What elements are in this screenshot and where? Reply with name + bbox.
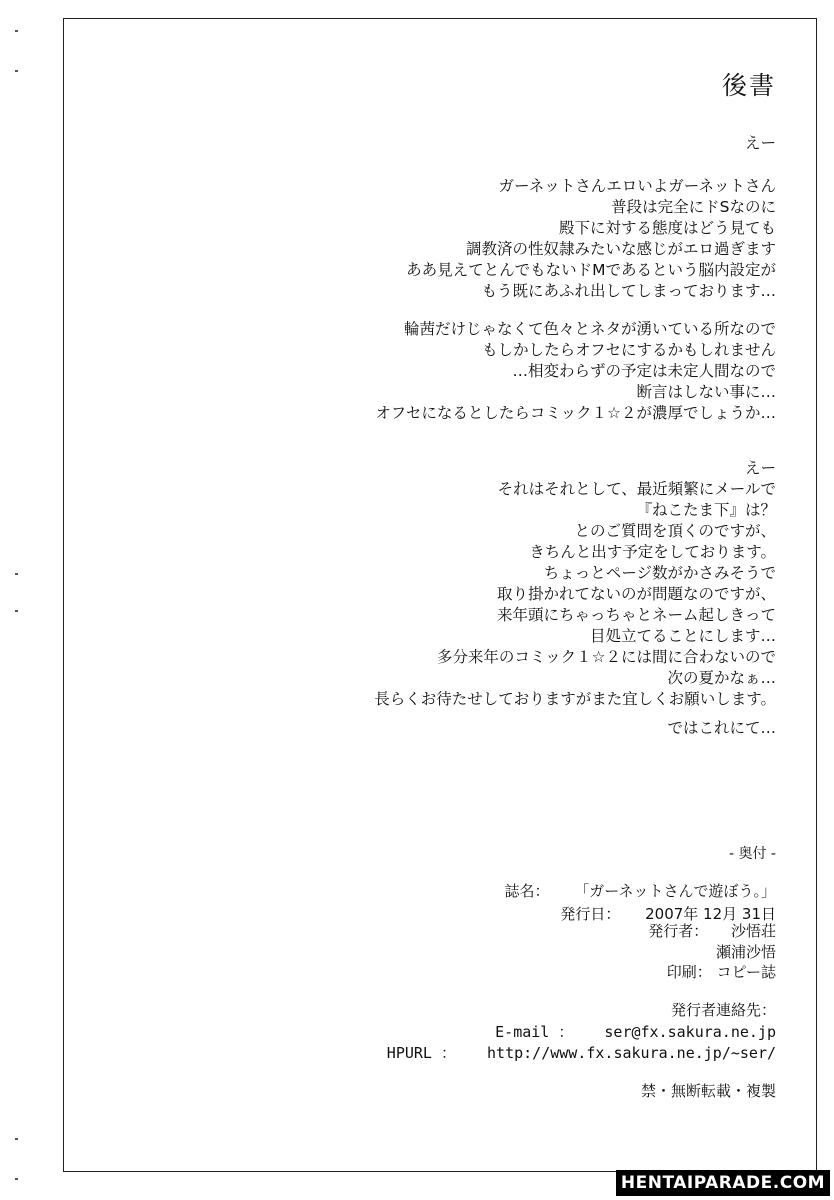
colophon-print-row [667,961,776,982]
colophon-title-row [504,880,776,901]
text-line: 『ねこたま下』は？ [636,501,776,519]
text-line: 多分来年のコミック１☆２には間に合わないので [436,648,776,666]
page-title: 後書 [721,71,776,100]
text-line: もう既にあふれ出してしまっております… [481,282,776,300]
colophon-author: 瀬浦沙悟 [715,943,776,961]
colophon-email-row [495,1021,776,1042]
text-line: 調教済の性奴隷みたいな感じがエロ過ぎます [465,240,776,258]
text-line: とのご質問を頂くのですが、 [574,522,776,540]
site-watermark: HENTAIPARADE.COM [616,1170,830,1196]
scan-speck [15,1138,18,1140]
colophon-publisher-value: 沙悟荘 [730,922,776,940]
text-line: 目処立てることにします… [589,627,776,645]
colophon-contact-heading: 発行者連絡先： [670,1001,776,1019]
colophon-date-label: 発行日： [560,905,621,923]
text-line: 来年頭にちゃっちゃとネーム起しきって [496,606,776,624]
scan-speck [15,70,18,72]
text-line: ガーネットさんエロいよガーネットさん [498,177,776,195]
colophon-title-value: 「ガーネットさんで遊ぼう。」 [574,882,776,900]
text-line: もしかしたらオフセにするかもしれません [482,341,776,359]
scan-speck [15,1178,18,1180]
text-line: 取り掛かれてないのが問題なのですが、 [496,585,776,603]
text-line: えー [744,459,776,477]
colophon-date-value: 2007年 12月 31日 [645,905,776,923]
paragraph-garnet [406,176,776,302]
text-line: 次の夏かなぁ… [667,669,776,687]
text-line: 殿下に対する態度はどう見ても [558,219,776,237]
colophon-heading: - 奥付 - [728,846,776,862]
paragraph-nekotama [374,458,776,710]
paragraph-offset [376,319,776,424]
text-line: 普段は完全にドSなのに [611,198,776,216]
text-line: 輪茜だけじゃなくて色々とネタが湧いている所なので [403,320,776,338]
colophon-hp-value: http://www.fx.sakura.ne.jp/~ser/ [487,1044,776,1062]
scan-speck [15,610,18,612]
colophon-print-label: 印刷： [666,963,712,981]
colophon-hp-label: HPURL ： [386,1044,456,1062]
text-line: それはそれとして、最近頻繁にメールで [497,480,776,498]
text-line: えー [744,134,776,152]
colophon-email-label: E-mail ： [495,1023,574,1041]
paragraph-intro [745,133,776,154]
text-line: 長らくお待たせしておりますがまた宜しくお願いします。 [374,690,776,708]
text-line: ちょっとページ数がかさみそうで [543,564,776,582]
colophon-print-value: コピー誌 [716,963,776,981]
copyright-notice: 禁・無断転載・複製 [640,1082,776,1100]
text-line: ああ見えてとんでもないドMであるという脳内設定が [406,261,776,279]
text-line: オフセになるとしたらコミック１☆２が濃厚でしょうか… [375,404,776,422]
closing-line: ではこれにて… [667,719,776,737]
scan-speck [15,30,18,32]
text-line: …相変わらずの予定は未定人間なので [512,362,776,380]
text-line: 断言はしない事に… [636,383,776,401]
colophon-publisher-row [648,920,776,941]
colophon-hp-row [387,1042,776,1063]
text-line: きちんと出す予定をしております。 [529,543,776,561]
colophon-publisher-label: 発行者： [648,922,709,940]
colophon-title-label: 誌名： [504,882,550,900]
scan-speck [15,573,18,575]
colophon-email-value: ser@fx.sakura.ne.jp [604,1023,776,1041]
